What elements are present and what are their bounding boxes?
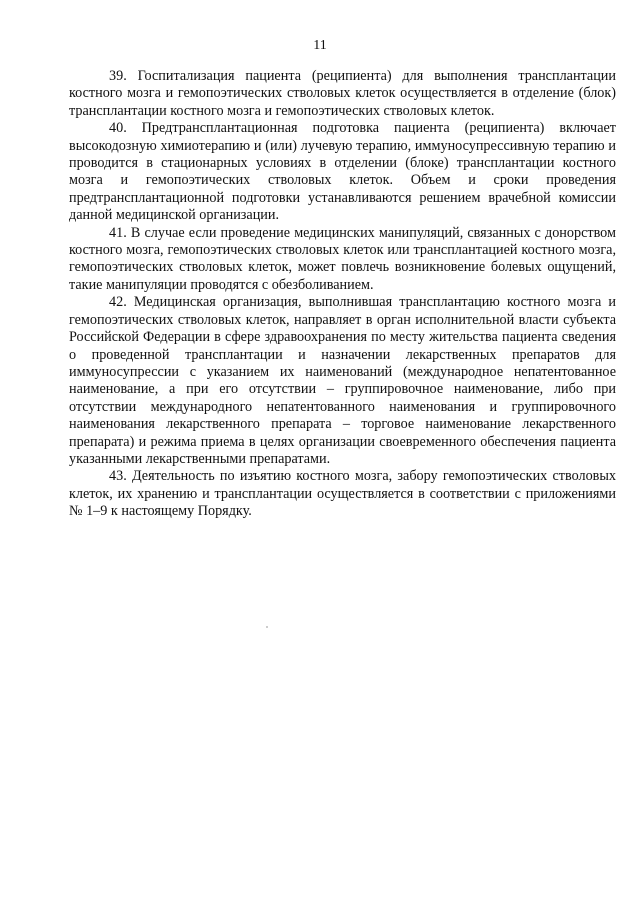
page-number: 11 — [313, 38, 327, 53]
paragraph-43: 43. Деятельность по изъятию костного мозга, забору гемопоэтических стволовых клеток, их хранению и трансплантации осуществляется в соответствии с приложениями № 1–9 к настоящему Порядку. — [69, 468, 616, 520]
scan-speck — [266, 626, 268, 628]
document-body — [69, 68, 616, 521]
paragraph-40: 40. Предтрансплантационная подготовка пациента (реципиента) включает высокодозную химиотерапию и (или) лучевую терапию, иммуносупрессивную терапию и проводится в стационарных условиях в отделении (блоке) трансплантации костного мозга и гемопоэтических стволовых клеток. Объем и сроки проведения предтрансплантационной подготовки устанавливаются решением врачебной комиссии данной медицинской организации. — [69, 120, 616, 224]
paragraph-42: 42. Медицинская организация, выполнившая трансплантацию костного мозга и гемопоэтических стволовых клеток, направляет в орган исполнительной власти субъекта Российской Федерации в сфере здравоохранения по месту жительства пациента сведения о проведенной трансплантации и назначении лекарственных препаратов для иммуносупрессии с указанием их наименований (международное непатентованное наименование, а при его отсутствии – группировочное наименование, либо при отсутствии международного непатентованного наименования и группировочного наименования лекарственного препарата – торговое наименование лекарственного препарата) и режима приема в целях организации своевременного обеспечения пациента указанными лекарственными препаратами. — [69, 294, 616, 467]
paragraph-41: 41. В случае если проведение медицинских манипуляций, связанных с донорством костного мозга, гемопоэтических стволовых клеток или трансплантацией костного мозга, гемопоэтических стволовых клеток, может повлечь возникновение болевых ощущений, такие манипуляции проводятся с обезболиванием. — [69, 224, 616, 293]
paragraph-39: 39. Госпитализация пациента (реципиента) для выполнения трансплантации костного мозга и гемопоэтических стволовых клеток осуществляется в отделение (блок) трансплантации костного мозга и гемопоэтических стволовых клеток. — [69, 68, 616, 119]
